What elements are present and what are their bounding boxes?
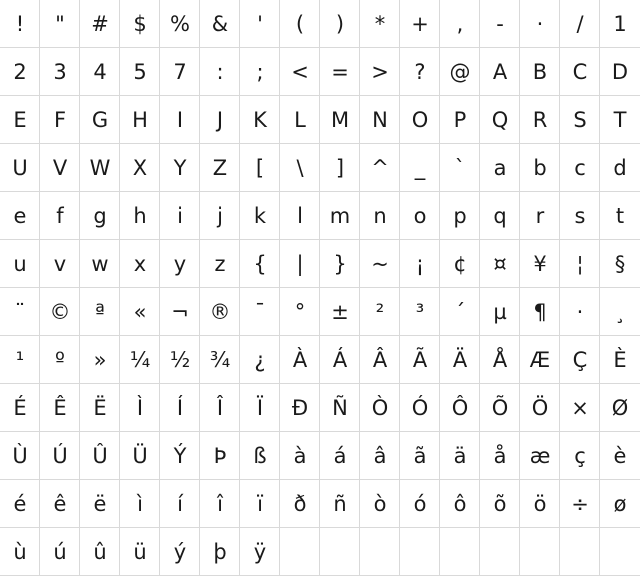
glyph-cell: 5	[120, 48, 160, 96]
glyph-cell: \	[280, 144, 320, 192]
glyph-cell: !	[0, 0, 40, 48]
glyph-cell: ª	[80, 288, 120, 336]
glyph-cell: ò	[360, 480, 400, 528]
glyph-cell: ð	[280, 480, 320, 528]
glyph-cell: #	[80, 0, 120, 48]
glyph-cell: {	[240, 240, 280, 288]
glyph-cell: X	[120, 144, 160, 192]
glyph-cell: i	[160, 192, 200, 240]
glyph-cell: $	[120, 0, 160, 48]
glyph-cell: d	[600, 144, 640, 192]
glyph-cell: &	[200, 0, 240, 48]
glyph-cell: ¬	[160, 288, 200, 336]
glyph-cell: W	[80, 144, 120, 192]
glyph-cell: Ü	[120, 432, 160, 480]
glyph-cell: s	[560, 192, 600, 240]
glyph-cell: l	[280, 192, 320, 240]
glyph-cell: ~	[360, 240, 400, 288]
glyph-cell: L	[280, 96, 320, 144]
glyph-cell: °	[280, 288, 320, 336]
glyph-cell: N	[360, 96, 400, 144]
glyph-cell: H	[120, 96, 160, 144]
glyph-cell: a	[480, 144, 520, 192]
glyph-cell: M	[320, 96, 360, 144]
glyph-cell: Æ	[520, 336, 560, 384]
glyph-cell: u	[0, 240, 40, 288]
glyph-cell: ä	[440, 432, 480, 480]
glyph-cell: ³	[400, 288, 440, 336]
glyph-cell: j	[200, 192, 240, 240]
glyph-cell: [	[240, 144, 280, 192]
glyph-cell: 1	[600, 0, 640, 48]
glyph-cell: -	[480, 0, 520, 48]
glyph-cell: Ë	[80, 384, 120, 432]
glyph-cell: Ç	[560, 336, 600, 384]
glyph-cell: k	[240, 192, 280, 240]
glyph-cell: ø	[600, 480, 640, 528]
glyph-cell: þ	[200, 528, 240, 576]
glyph-cell: ÿ	[240, 528, 280, 576]
glyph-cell: Ù	[0, 432, 40, 480]
glyph-cell: ·	[560, 288, 600, 336]
glyph-cell: c	[560, 144, 600, 192]
glyph-cell: Y	[160, 144, 200, 192]
glyph-cell-empty	[440, 528, 480, 576]
glyph-cell: ß	[240, 432, 280, 480]
glyph-cell: V	[40, 144, 80, 192]
glyph-cell: ¢	[440, 240, 480, 288]
glyph-cell-empty	[400, 528, 440, 576]
glyph-cell: h	[120, 192, 160, 240]
glyph-cell: r	[520, 192, 560, 240]
glyph-cell: Û	[80, 432, 120, 480]
glyph-cell: ]	[320, 144, 360, 192]
glyph-cell: æ	[520, 432, 560, 480]
glyph-cell: ñ	[320, 480, 360, 528]
glyph-cell: ¸	[600, 288, 640, 336]
glyph-cell: Þ	[200, 432, 240, 480]
glyph-cell: 4	[80, 48, 120, 96]
glyph-cell: ¡	[400, 240, 440, 288]
glyph-cell: O	[400, 96, 440, 144]
glyph-cell: '	[240, 0, 280, 48]
glyph-cell: q	[480, 192, 520, 240]
glyph-cell: ?	[400, 48, 440, 96]
glyph-cell: Î	[200, 384, 240, 432]
glyph-cell: ã	[400, 432, 440, 480]
glyph-cell: x	[120, 240, 160, 288]
glyph-cell: 7	[160, 48, 200, 96]
glyph-cell: ©	[40, 288, 80, 336]
glyph-cell: g	[80, 192, 120, 240]
glyph-cell: í	[160, 480, 200, 528]
glyph-cell: "	[40, 0, 80, 48]
glyph-cell: =	[320, 48, 360, 96]
glyph-cell: o	[400, 192, 440, 240]
glyph-cell: B	[520, 48, 560, 96]
glyph-cell: Q	[480, 96, 520, 144]
glyph-cell: ç	[560, 432, 600, 480]
glyph-cell: ¾	[200, 336, 240, 384]
glyph-cell: 3	[40, 48, 80, 96]
glyph-cell: ô	[440, 480, 480, 528]
glyph-cell: P	[440, 96, 480, 144]
glyph-cell: U	[0, 144, 40, 192]
glyph-cell: n	[360, 192, 400, 240]
glyph-cell: §	[600, 240, 640, 288]
glyph-cell: )	[320, 0, 360, 48]
glyph-cell: p	[440, 192, 480, 240]
glyph-cell: à	[280, 432, 320, 480]
glyph-cell: S	[560, 96, 600, 144]
glyph-cell: f	[40, 192, 80, 240]
glyph-cell: É	[0, 384, 40, 432]
glyph-cell: |	[280, 240, 320, 288]
glyph-cell: ù	[0, 528, 40, 576]
glyph-cell: Ô	[440, 384, 480, 432]
glyph-cell: ¶	[520, 288, 560, 336]
glyph-cell: Â	[360, 336, 400, 384]
glyph-cell: Ý	[160, 432, 200, 480]
glyph-cell: v	[40, 240, 80, 288]
glyph-cell: E	[0, 96, 40, 144]
glyph-cell: @	[440, 48, 480, 96]
glyph-cell-empty	[560, 528, 600, 576]
glyph-cell: /	[560, 0, 600, 48]
glyph-cell: m	[320, 192, 360, 240]
glyph-cell: ¿	[240, 336, 280, 384]
glyph-cell: *	[360, 0, 400, 48]
glyph-cell: F	[40, 96, 80, 144]
glyph-cell: ö	[520, 480, 560, 528]
glyph-cell-empty	[360, 528, 400, 576]
glyph-cell: }	[320, 240, 360, 288]
glyph-cell: Ã	[400, 336, 440, 384]
glyph-cell: C	[560, 48, 600, 96]
glyph-cell: Á	[320, 336, 360, 384]
glyph-cell: È	[600, 336, 640, 384]
glyph-cell: è	[600, 432, 640, 480]
glyph-cell: w	[80, 240, 120, 288]
glyph-cell: é	[0, 480, 40, 528]
glyph-cell-empty	[480, 528, 520, 576]
glyph-cell: Ú	[40, 432, 80, 480]
glyph-cell: ×	[560, 384, 600, 432]
glyph-cell: J	[200, 96, 240, 144]
glyph-cell: ^	[360, 144, 400, 192]
glyph-cell: ¯	[240, 288, 280, 336]
glyph-cell: e	[0, 192, 40, 240]
glyph-cell: ´	[440, 288, 480, 336]
glyph-cell: t	[600, 192, 640, 240]
glyph-cell: z	[200, 240, 240, 288]
glyph-cell: ü	[120, 528, 160, 576]
glyph-cell: :	[200, 48, 240, 96]
glyph-cell: <	[280, 48, 320, 96]
glyph-cell-empty	[320, 528, 360, 576]
glyph-cell: (	[280, 0, 320, 48]
glyph-cell: ¼	[120, 336, 160, 384]
glyph-cell: Ê	[40, 384, 80, 432]
glyph-cell: %	[160, 0, 200, 48]
glyph-cell-empty	[520, 528, 560, 576]
glyph-cell: ê	[40, 480, 80, 528]
glyph-cell: Ð	[280, 384, 320, 432]
glyph-cell: î	[200, 480, 240, 528]
glyph-cell: Z	[200, 144, 240, 192]
glyph-cell: Õ	[480, 384, 520, 432]
glyph-cell: û	[80, 528, 120, 576]
glyph-cell: ý	[160, 528, 200, 576]
glyph-cell: >	[360, 48, 400, 96]
glyph-cell: Ä	[440, 336, 480, 384]
glyph-cell: ¦	[560, 240, 600, 288]
glyph-cell: Ö	[520, 384, 560, 432]
glyph-cell: Ì	[120, 384, 160, 432]
glyph-cell: À	[280, 336, 320, 384]
glyph-cell: Ó	[400, 384, 440, 432]
glyph-cell: ë	[80, 480, 120, 528]
glyph-cell: ·	[520, 0, 560, 48]
glyph-cell: I	[160, 96, 200, 144]
glyph-cell: 2	[0, 48, 40, 96]
glyph-cell: å	[480, 432, 520, 480]
glyph-cell: _	[400, 144, 440, 192]
glyph-cell: ¨	[0, 288, 40, 336]
glyph-cell: Í	[160, 384, 200, 432]
glyph-cell: D	[600, 48, 640, 96]
glyph-cell: »	[80, 336, 120, 384]
glyph-cell: A	[480, 48, 520, 96]
glyph-cell: ÷	[560, 480, 600, 528]
glyph-cell: K	[240, 96, 280, 144]
glyph-cell: ì	[120, 480, 160, 528]
glyph-cell: +	[400, 0, 440, 48]
glyph-cell: T	[600, 96, 640, 144]
glyph-cell: ú	[40, 528, 80, 576]
glyph-cell: Å	[480, 336, 520, 384]
glyph-cell: Ø	[600, 384, 640, 432]
glyph-cell-empty	[600, 528, 640, 576]
glyph-cell-empty	[280, 528, 320, 576]
glyph-cell: ;	[240, 48, 280, 96]
glyph-cell: ,	[440, 0, 480, 48]
glyph-cell: Ò	[360, 384, 400, 432]
glyph-cell: G	[80, 96, 120, 144]
glyph-cell: º	[40, 336, 80, 384]
glyph-cell: ±	[320, 288, 360, 336]
glyph-cell: ó	[400, 480, 440, 528]
glyph-cell: â	[360, 432, 400, 480]
glyph-cell: b	[520, 144, 560, 192]
glyph-cell: R	[520, 96, 560, 144]
glyph-cell: Ñ	[320, 384, 360, 432]
glyph-cell: ½	[160, 336, 200, 384]
glyph-cell: `	[440, 144, 480, 192]
glyph-cell: ï	[240, 480, 280, 528]
glyph-cell: y	[160, 240, 200, 288]
glyph-cell: õ	[480, 480, 520, 528]
glyph-cell: µ	[480, 288, 520, 336]
glyph-cell: ¤	[480, 240, 520, 288]
glyph-cell: ®	[200, 288, 240, 336]
glyph-cell: ¥	[520, 240, 560, 288]
glyph-cell: á	[320, 432, 360, 480]
glyph-cell: «	[120, 288, 160, 336]
glyph-cell: ¹	[0, 336, 40, 384]
glyph-cell: ²	[360, 288, 400, 336]
glyph-cell: Ï	[240, 384, 280, 432]
